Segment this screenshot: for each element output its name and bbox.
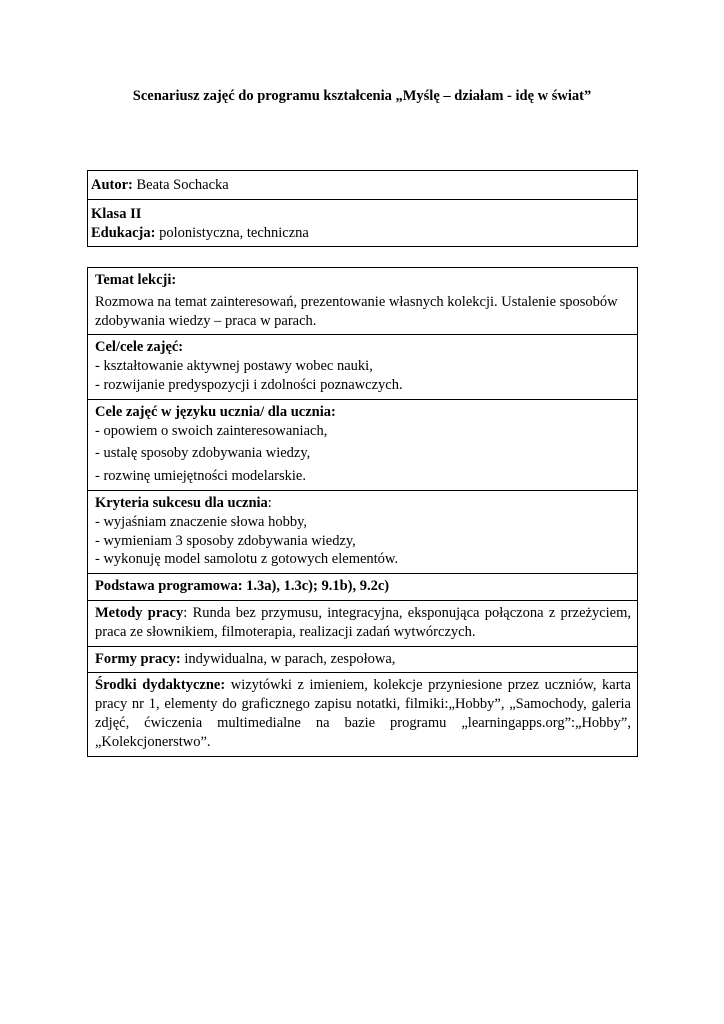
topic-row [88,268,637,335]
author-table [87,170,638,247]
criteria-row [88,491,637,574]
methods-text: : Runda bez przymusu, integracyjna, eksponująca połączona z przeżyciem, praca ze słownikiem, filmoterapia, realizacji zadań wytwórczych. [95,604,631,640]
author-label: Autor: [91,177,133,193]
materials-text: wizytówki z imieniem, kolekcje przyniesione przez uczniów, karta pracy nr 1, elementy do graficznego zapisu notatki, filmiki:„Hobby”, „Samochody, galeria zdjęć, ćwiczenia multimedialne na bazie programu „learningapps.org”:„Hobby”, „Kolekcjonerstwo”. [95,677,631,750]
methods-label: Metody pracy [95,604,184,621]
class-label: Klasa II [91,205,142,222]
goals-label: Cel/cele zajęć: [95,339,184,356]
class-education-row [88,200,637,247]
topic-text: Rozmowa na temat zainteresowań, prezentowanie własnych kolekcji. Ustalenie sposobów zdobywania wiedzy – praca w parach. [95,293,618,329]
criteria-item: - wykonuję model samolotu z gotowych elementów. [95,551,399,568]
student-goals-item: - opowiem o swoich zainteresowaniach, [95,422,328,439]
methods-row [88,601,637,647]
forms-label: Formy pracy: [95,650,181,667]
materials-label: Środki dydaktyczne: [95,677,226,694]
forms-text: indywidualna, w parach, zespołowa, [180,650,396,667]
author-value: Beata Sochacka [132,177,229,193]
materials-row [88,673,637,755]
curriculum-row [88,574,637,601]
criteria-colon: : [267,494,272,511]
criteria-label: Kryteria sukcesu dla ucznia [95,494,268,511]
student-goals-row [88,400,637,491]
topic-label: Temat lekcji: [95,272,177,288]
author-row [88,171,637,200]
criteria-item: - wyjaśniam znaczenie słowa hobby, [95,513,308,530]
criteria-heading [95,494,631,513]
criteria-item: - wymieniam 3 sposoby zdobywania wiedzy, [95,532,356,549]
education-value: polonistyczna, techniczna [155,224,309,241]
goals-row [88,335,637,399]
document-title: Scenariusz zajęć do programu kształcenia „Myślę – działam - idę w świat” [132,88,592,104]
goals-item: - kształtowanie aktywnej postawy wobec nauki, [95,358,373,375]
lesson-table [87,267,638,757]
goals-item: - rozwijanie predyspozycji i zdolności poznawczych. [95,376,403,393]
education-label: Edukacja: [91,224,156,241]
student-goals-item: - rozwinę umiejętności modelarskie. [95,468,306,485]
student-goals-label: Cele zajęć w języku ucznia/ dla ucznia: [95,403,336,420]
curriculum-label: Podstawa programowa: 1.3a), 1.3c); 9.1b), 9.2c) [95,578,390,595]
education-line [91,224,633,243]
forms-row [88,647,637,674]
student-goals-item: - ustalę sposoby zdobywania wiedzy, [95,445,311,462]
